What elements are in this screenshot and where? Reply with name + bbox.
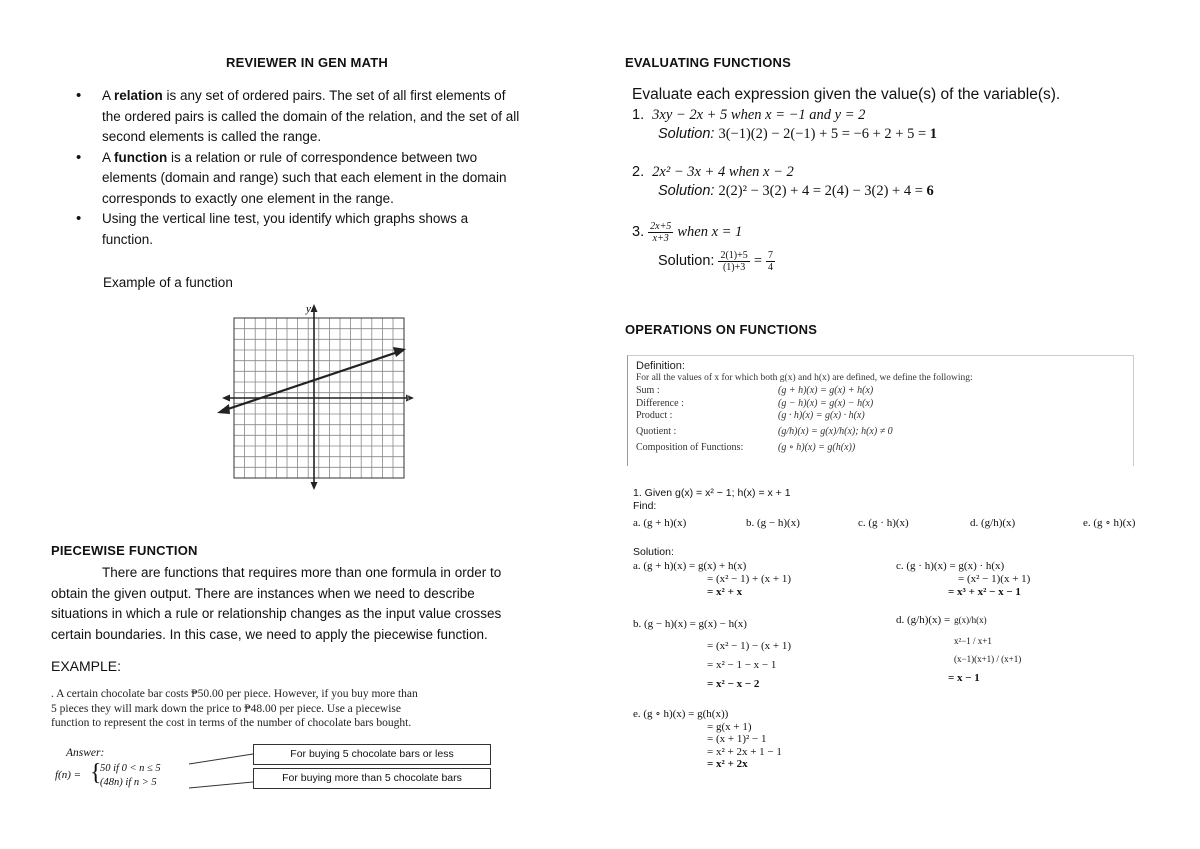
def-row: Composition of Functions: (g ∘ h)(x) = g(h(x)) [636, 441, 856, 453]
eval-instruction: Evaluate each expression given the value(s) of the variable(s). [632, 86, 1061, 103]
fraction: $\frac{2x+5}{x+3}$ [650, 220, 672, 244]
example-label: EXAMPLE: [51, 658, 122, 674]
page-title: REVIEWER IN GEN MATH [226, 55, 388, 70]
example-caption: Example of a function [103, 275, 233, 290]
fraction: $\frac{2(1)+5}{(1)+3}$ [720, 249, 748, 273]
callout-case2: For buying more than 5 chocolate bars [253, 768, 491, 789]
definitions-list [76, 86, 586, 250]
def-row: Difference : (g − h)(x) = g(x) − h(x) [636, 397, 874, 409]
ops-heading: OPERATIONS ON FUNCTIONS [625, 322, 818, 337]
find-item-e: e. (g ∘ h)(x) [1083, 517, 1136, 529]
def-row: Product : (g · h)(x) = g(x) · h(x) [636, 410, 865, 421]
list-item: • A function is a relation or rule of correspondence between two elements (domain and range) such that each element in the domain corresponds to exactly one element in the range. [76, 148, 586, 210]
find-label: Find: [633, 500, 657, 512]
given-statement: 1. Given g(x) = x² − 1; h(x) = x + 1 [633, 487, 791, 499]
find-item-d: d. (g/h)(x) [970, 517, 1016, 529]
brace: { [90, 760, 102, 786]
piecewise-cases: 50 if 0 < n ≤ 5 (48n) if n > 5 [100, 763, 161, 788]
piecewise-heading: PIECEWISE FUNCTION [51, 543, 198, 558]
def-row: Quotient : (g/h)(x) = g(x)/h(x); h(x) ≠ 0 [636, 425, 893, 437]
solution-label: Solution: [633, 546, 674, 558]
list-item: • Using the vertical line test, you identify which graphs shows a function. [76, 209, 586, 250]
def-row: Sum : (g + h)(x) = g(x) + h(x) [636, 385, 874, 396]
solution-e: e. (g ∘ h)(x) = g(h(x)) = g(x + 1) = (x + 1)² − 1 = x² + 2x + 1 − 1 = x² + 2x [633, 708, 782, 770]
find-item-c: c. (g · h)(x) [858, 517, 909, 529]
piecewise-problem: . A certain chocolate bar costs ₱50.00 per piece. However, if you buy more than 5 pieces they will mark down the price to ₱48.00 per piece. Use a piecewise function to represent the cost in terms of the number of chocolate bars bought. [51, 688, 418, 729]
callout-case1: For buying 5 chocolate bars or less [253, 744, 491, 765]
find-item-a: a. (g + h)(x) [633, 517, 687, 529]
piecewise-paragraph: There are functions that requires more than one formula in order to obtain the given output. There are instances when we need to describe situations in which a rule or relationship changes as the input value crosses certain boundaries. In this case, we need to apply the piecewise function. [51, 565, 502, 642]
solution-b: b. (g − h)(x) = g(x) − h(x) = (x² − 1) − (x + 1) = x² − 1 − x − 1 = x² − x − 2 [633, 618, 792, 690]
list-item: • A relation is any set of ordered pairs. The set of all first elements of the ordered pairs is called the domain of the relation, and the set of all second elements is called the range. [76, 86, 586, 148]
y-axis-label: y [306, 303, 311, 315]
solution-d: d. (g/h)(x) = g(x)/h(x) x²−1 / x+1 (x−1)(x+1) / (x+1) = x − 1 [896, 614, 1022, 684]
piecewise-lhs: f(n) = [55, 769, 82, 781]
x-axis-label: x [406, 392, 410, 402]
eval-item-1: 1. 3xy − 2x + 5 when x = −1 and y = 2 Solution: 3(−1)(2) − 2(−1) + 5 = −6 + 2 + 5 = 1 [632, 107, 938, 142]
function-graph [212, 300, 417, 490]
find-item-b: b. (g − h)(x) [746, 517, 800, 529]
callout-connectors [185, 752, 255, 792]
fraction: $\frac{7}{4}$ [768, 249, 774, 273]
solution-c: c. (g · h)(x) = g(x) · h(x) = (x² − 1)(x + 1) = x³ + x² − x − 1 [896, 560, 1031, 598]
solution-a: a. (g + h)(x) = g(x) + h(x) = (x² − 1) + (x + 1) = x² + x [633, 560, 792, 598]
answer-label: Answer: [66, 747, 105, 759]
eval-item-2: 2. 2x² − 3x + 4 when x − 2 Solution: 2(2)² − 3(2) + 4 = 2(4) − 3(2) + 4 = 6 [632, 164, 934, 199]
eval-heading: EVALUATING FUNCTIONS [625, 55, 792, 70]
eval-item-3: 3. $\frac{2x+5}{x+3}$ when x = 1 Solution: $\frac{2(1)+5}{(1)+3}$ = $\frac{7}{4}$ [632, 220, 774, 273]
definition-box: Definition: For all the values of x for which both g(x) and h(x) are defined, we define the following: Sum : (g + h)(x) = g(x) + h(x) Difference : (g − h)(x) = g(x) − h(x) Product : (g · h)(x) = g(x) · h(x) Quotient : (g/h)(x) = g(x)/h(x); h(x) ≠ 0 Composition of Functions: (g ∘ h)(x) = g(h(x)) [627, 355, 1134, 466]
